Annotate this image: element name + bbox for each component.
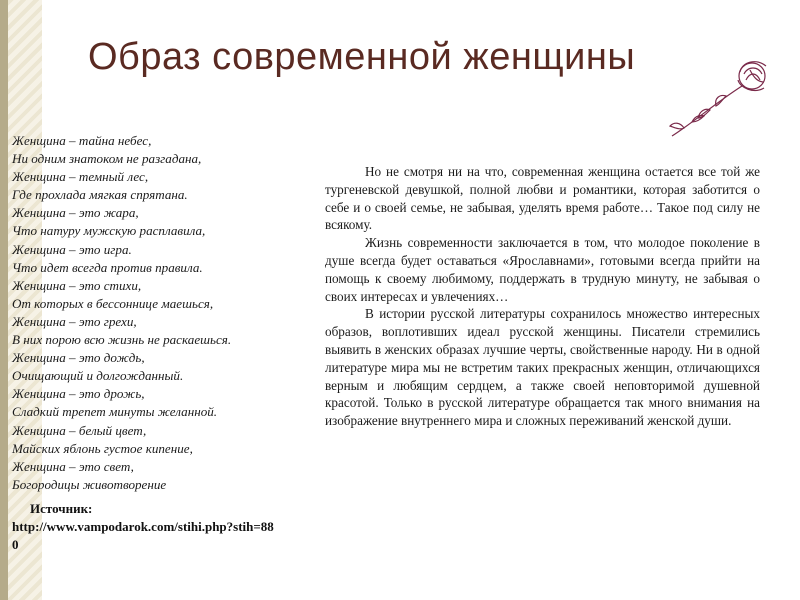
- poem-line: Женщина – это стихи,: [12, 277, 142, 293]
- rose-icon: [664, 52, 780, 142]
- poem-line: Женщина – это дождь,: [12, 350, 145, 366]
- poem-line: Женщина – это игра.: [12, 241, 132, 257]
- poem-line: Что идет всегда против правила.: [12, 259, 203, 275]
- poem-line: В них порою всю жизнь не раскаешься.: [12, 332, 232, 348]
- poem-line: Очищающий и долгожданный.: [12, 368, 184, 384]
- essay-paragraph: Жизнь современности заключается в том, что молодое поколение в душе всегда будет оставаться «Ярославнами», готовыми всегда прийти на помощь к своему любимому, поддержать в трудную минуту, не забывая о своих интересах и увлечениях…: [325, 235, 760, 304]
- poem-line: Где прохлада мягкая спрятана.: [12, 187, 188, 203]
- source-url: http://www.vampodarok.com/stihi.php?stih=880: [12, 519, 274, 552]
- poem-line: Что натуру мужскую расплавила,: [12, 223, 206, 239]
- poem-line: Женщина – это свет,: [12, 458, 134, 474]
- poem-line: Женщина – это жара,: [12, 205, 139, 221]
- essay-paragraph: В истории русской литературы сохранилось множество интересных образов, воплотивших идеал русской женщины. Писатели стремились выявить в женских образах лучшие черты, свойственные народу. Ни в одной литературе мира мы не встретим таких прекрасных женщин, отличающихся верным и любящим сердцем, а также своей неповторимой душевной красотой. Только в русской литературе обращается так много внимания на изображение внутреннего мира и сложных переживаний женской души.: [325, 306, 760, 429]
- essay-paragraph: Но не смотря ни на что, современная женщина остается все той же тургеневской девушкой, полной любви и романтики, которая заботится о себе и о своей семье, не забывая, уделять время работе… Такое под силу не всякому.: [325, 164, 760, 233]
- poem-line: Сладкий трепет минуты желанной.: [12, 404, 218, 420]
- poem-line: Женщина – темный лес,: [12, 169, 149, 185]
- poem-line: Женщина – тайна небес,: [12, 133, 152, 148]
- poem-line: Майских яблонь густое кипение,: [12, 440, 193, 456]
- slide-title: Образ современной женщины: [88, 36, 636, 78]
- left-stripe: [0, 0, 8, 600]
- poem-line: Ни одним знатоком не разгадана,: [12, 151, 202, 167]
- source-label: Источник:: [30, 501, 93, 516]
- poem-line: От которых в бессоннице маешься,: [12, 295, 214, 311]
- poem-block: [12, 132, 302, 494]
- source-block: [12, 500, 277, 554]
- poem-line: Богородицы животворение: [12, 476, 167, 492]
- essay-block: [325, 163, 760, 430]
- poem-line: Женщина – белый цвет,: [12, 422, 147, 438]
- poem-line: Женщина – это грехи,: [12, 313, 137, 329]
- poem-line: Женщина – это дрожь,: [12, 386, 145, 402]
